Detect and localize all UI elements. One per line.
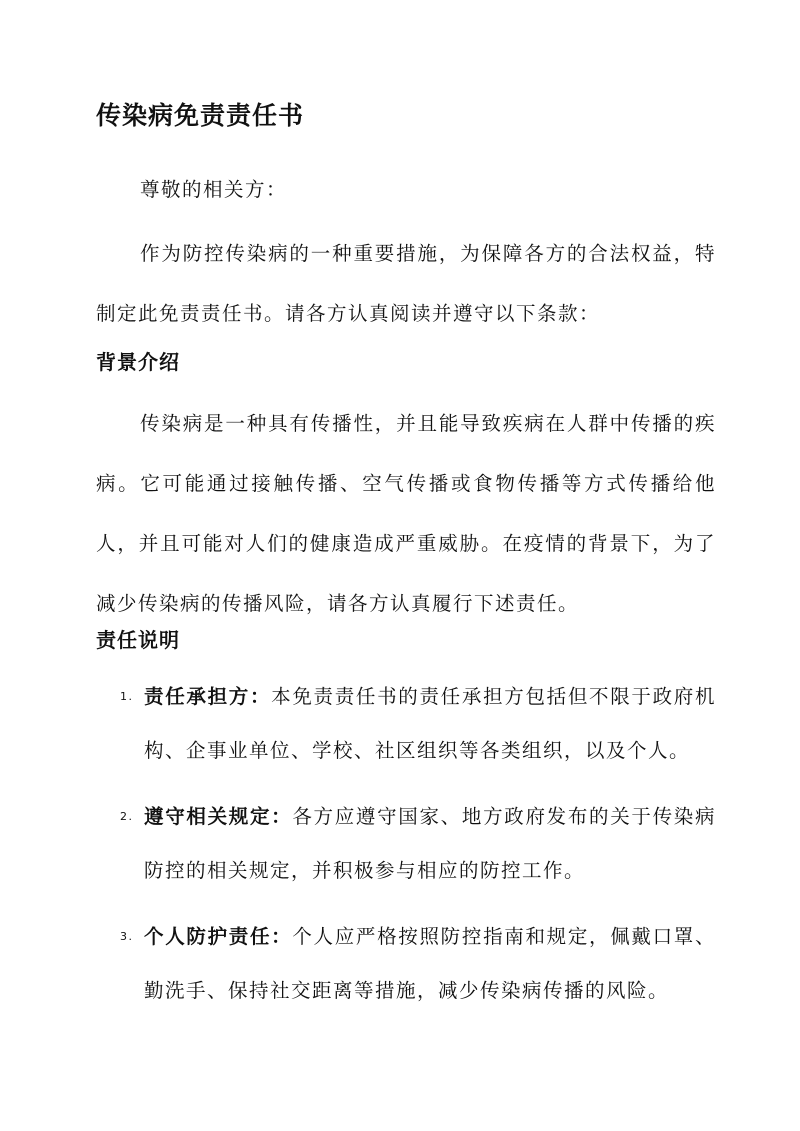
intro-paragraph: 作为防控传染病的一种重要措施，为保障各方的合法权益，特制定此免责责任书。请各方认真阅读并遵守以下条款：: [96, 242, 716, 325]
responsibility-list: [96, 670, 716, 1018]
list-item-label: 个人防护责任：: [144, 925, 293, 948]
list-item-number: 3.: [120, 930, 134, 943]
list-item-number: 2.: [120, 810, 134, 823]
section-heading-background: 背景介绍: [96, 350, 180, 374]
salutation: 尊敬的相关方：: [140, 178, 288, 201]
list-item: [96, 670, 716, 778]
list-item-label: 责任承担方：: [144, 685, 272, 708]
background-paragraph: 传染病是一种具有传播性，并且能导致疾病在人群中传播的疾病。它可能通过接触传播、空气传播或食物传播等方式传播给他人，并且可能对人们的健康造成严重威胁。在疫情的背景下，为了减少传染病的传播风险，请各方认真履行下述责任。: [96, 412, 716, 615]
list-item: [96, 910, 716, 1018]
list-item-text: 各方应遵守国家、地方政府发布的关于传染病防控的相关规定，并积极参与相应的防控工作。: [144, 805, 716, 882]
list-item-text: 个人应严格按照防控指南和规定，佩戴口罩、勤洗手、保持社交距离等措施，减少传染病传播的风险。: [144, 925, 716, 1002]
list-item-label: 遵守相关规定：: [144, 805, 293, 828]
list-item-number: 1.: [120, 690, 134, 703]
list-item-text: 本免责责任书的责任承担方包括但不限于政府机构、企事业单位、学校、社区组织等各类组织，以及个人。: [144, 685, 716, 762]
list-item: [96, 790, 716, 898]
document-title: 传染病免责责任书: [96, 101, 305, 130]
section-heading-responsibilities: 责任说明: [96, 628, 180, 652]
